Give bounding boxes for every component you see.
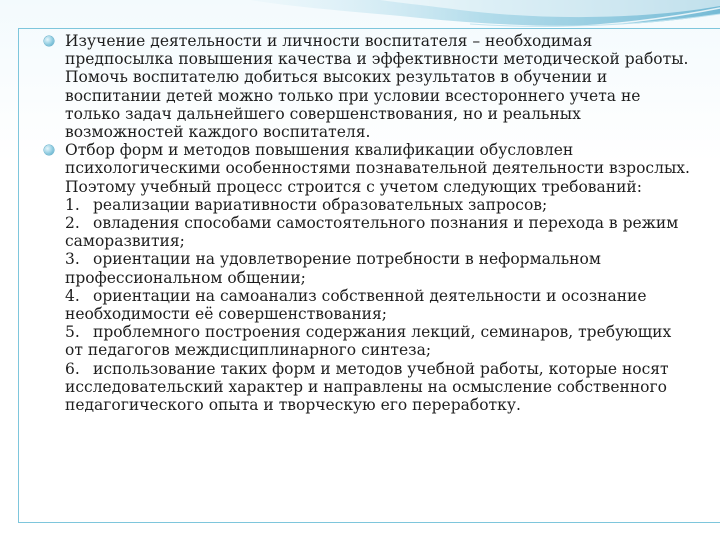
frame-bottom-line <box>18 522 720 523</box>
list-item <box>65 360 694 415</box>
list-item <box>65 287 694 323</box>
list-text: ориентации на самоанализ собственной деятельности и осознание необходимости её совершенствования; <box>65 286 647 324</box>
list-item <box>65 250 694 286</box>
bullet-icon <box>44 36 54 46</box>
list-number: 5. <box>65 323 80 342</box>
list-item <box>65 323 694 359</box>
list-item <box>65 196 694 214</box>
list-number: 1. <box>65 195 80 214</box>
list-text: проблемного построения содержания лекций, семинаров, требующих от педагогов междисциплинарного синтеза; <box>65 323 672 360</box>
list-text: реализации вариативности образовательных запросов; <box>93 195 548 214</box>
bullet-text: Отбор форм и методов повышения квалификации обусловлен психологическими особенностями познавательной деятельности взрослых. Поэтому учебный процесс строится с учетом следующих требований: <box>65 141 690 196</box>
bullet-text: Изучение деятельности и личности воспитателя – необходимая предпосылка повышения качества и эффективности методической работы. Помочь воспитателю добиться высоких результатов в обучении и воспитании детей можно только при условии всестороннего учета не только задач дальнейшего совершенствования, но и реальных возможностей каждого воспитателя. <box>65 32 689 142</box>
list-number: 2. <box>65 214 80 233</box>
frame-left-line <box>18 28 19 522</box>
bullet-item <box>44 141 694 414</box>
list-number: 3. <box>65 250 80 269</box>
bullet-icon <box>44 145 54 155</box>
bullet-item <box>44 32 694 141</box>
list-number: 6. <box>65 359 80 378</box>
list-text: овладения способами самостоятельного познания и перехода в режим саморазвития; <box>65 214 679 251</box>
list-item <box>65 214 694 250</box>
slide-content <box>44 32 694 414</box>
list-number: 4. <box>65 286 80 305</box>
frame-top-line <box>18 28 720 29</box>
list-text: использование таких форм и методов учебной работы, которые носят исследовательский характер и направлены на осмысление собственного педагогического опыта и творческую его переработку. <box>65 359 669 415</box>
list-text: ориентации на удовлетворение потребности в неформальном профессиональном общении; <box>65 250 601 287</box>
